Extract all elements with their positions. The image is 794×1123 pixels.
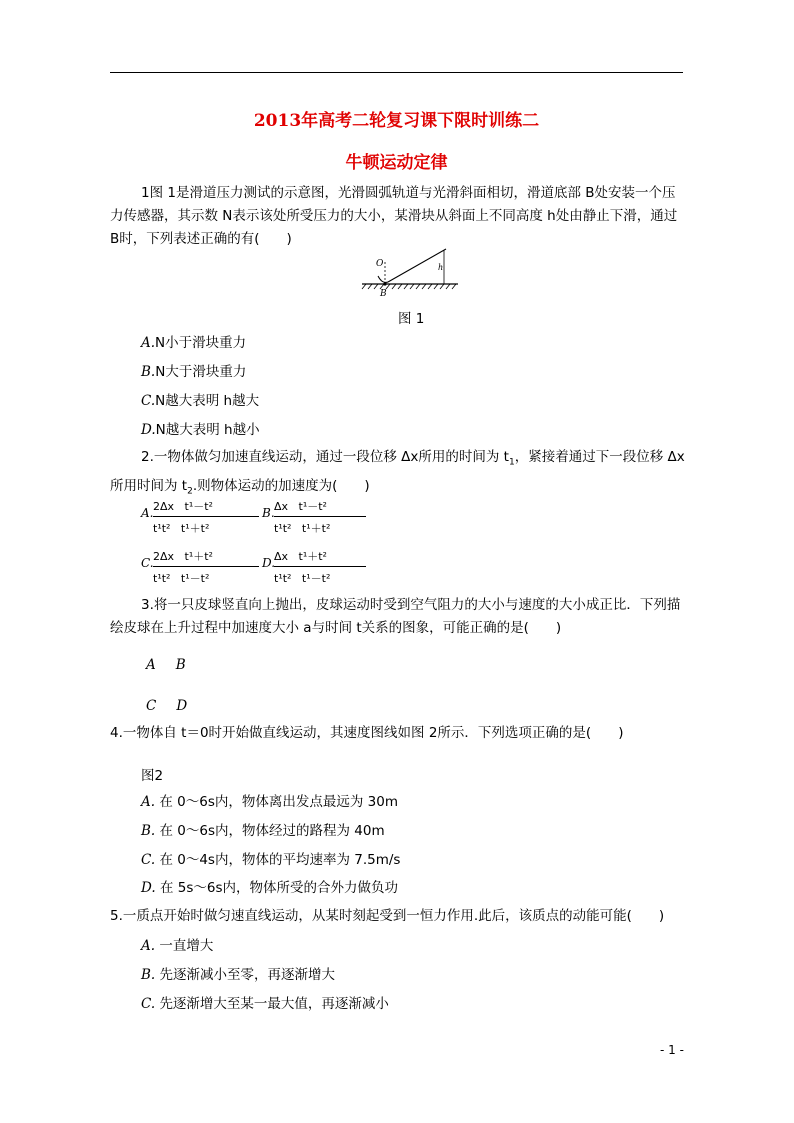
- q2-option-b-denominator: t¹t² t¹＋t²: [274, 522, 331, 535]
- figure-1-label-b: B: [380, 289, 387, 298]
- q2-option-a-denominator: t¹t² t¹＋t²: [153, 522, 210, 535]
- question-3-text: 3.将一只皮球竖直向上抛出，皮球运动时受到空气阻力的大小与速度的大小成正比．下列描绘皮球在上升过程中加速度大小 a与时间 t关系的图象，可能正确的是( ): [110, 597, 681, 636]
- q4-option-c-letter: C.: [141, 852, 156, 868]
- question-1-text: 1图 1是滑道压力测试的示意图，光滑圆弧轨道与光滑斜面相切，滑道底部 B处安装一个压力传感器，其示数 N表示该处所受压力的大小，某滑块从斜面上不同高度 h处由静止下滑，通过 B时，下列表述正确的有( ): [110, 185, 678, 247]
- q2-sub-1: 1: [508, 457, 515, 468]
- q3-graph-labels-row-1: [146, 655, 186, 675]
- header-rule: [110, 72, 683, 73]
- q4-option-b: [141, 821, 385, 841]
- q5-option-c: [141, 994, 389, 1014]
- q4-option-a: [141, 792, 398, 812]
- fraction-bar: [274, 516, 366, 517]
- page-number: - 1 -: [660, 1043, 684, 1057]
- q2-option-b-numerator: Δx t¹－t²: [274, 500, 327, 513]
- page-subtitle: 牛顿运动定律: [345, 153, 448, 173]
- figure-2-caption: 图2: [141, 768, 164, 784]
- q1-option-c-letter: C.: [141, 393, 156, 409]
- question-4-text: 4.一物体自 t＝0时开始做直线运动，其速度图线如图 2所示．下列选项正确的是( ): [110, 725, 624, 741]
- page-title: 2013年高考二轮复习课下限时训练二: [253, 111, 540, 131]
- q2-option-a-numerator: 2Δx t¹－t²: [153, 500, 213, 513]
- q5-option-b-text: 先逐渐减小至零，再逐渐增大: [159, 967, 336, 983]
- q4-option-d: [141, 878, 398, 898]
- figure-1-caption: 图 1: [398, 311, 425, 327]
- q3-label-a: A: [146, 657, 156, 673]
- q4-option-b-text: 在 0～6s内，物体经过的路程为 40m: [159, 823, 385, 839]
- q2-option-d-denominator: t¹t² t¹－t²: [274, 572, 331, 585]
- q4-option-d-letter: D.: [141, 880, 156, 896]
- question-2-text: [110, 446, 685, 503]
- q1-option-b: [141, 362, 246, 382]
- q5-option-b: [141, 965, 335, 985]
- q2-text-b: ，紧接着通过下一段位移 Δx所用时间为 t: [110, 449, 685, 494]
- q4-option-a-letter: A.: [141, 794, 156, 810]
- q2-text-c: .则物体运动的加速度为( ): [192, 477, 370, 494]
- q3-label-b: B: [175, 657, 186, 673]
- q4-option-b-letter: B.: [141, 823, 156, 839]
- fraction-bar: [274, 566, 366, 567]
- q2-option-c-letter: C.: [141, 556, 154, 570]
- q5-option-c-letter: C.: [141, 996, 156, 1012]
- q5-option-a-text: 一直增大: [159, 938, 214, 954]
- figure-1-label-o: O: [376, 259, 384, 269]
- q1-option-d-letter: D.: [141, 422, 156, 438]
- q1-option-d-text: N越大表明 h越小: [155, 422, 260, 438]
- q4-option-d-text: 在 5s～6s内，物体所受的合外力做负功: [159, 880, 398, 896]
- q4-option-c: [141, 850, 400, 870]
- q2-option-c-numerator: 2Δx t¹＋t²: [153, 550, 213, 563]
- fraction-bar: [153, 566, 259, 567]
- q2-sub-2: 2: [187, 486, 193, 497]
- q2-option-c-denominator: t¹t² t¹－t²: [153, 572, 210, 585]
- q1-option-b-letter: B.: [141, 364, 156, 380]
- q4-option-c-text: 在 0～4s内，物体的平均速率为 7.5m/s: [159, 852, 401, 868]
- q5-option-a: [141, 936, 213, 956]
- figure-1-label-h: h: [438, 263, 444, 272]
- q3-label-c: C: [146, 698, 157, 714]
- q5-option-b-letter: B.: [141, 967, 156, 983]
- question-5-text: 5.一质点开始时做匀速直线运动，从某时刻起受到一恒力作用.此后，该质点的动能可能( ): [110, 908, 665, 924]
- q3-label-d: D: [176, 698, 188, 714]
- q4-option-a-text: 在 0～6s内，物体离出发点最远为 30m: [159, 794, 398, 810]
- q1-option-c-text: N越大表明 h越大: [155, 393, 260, 409]
- q2-option-a-letter: A.: [141, 506, 154, 520]
- q3-graph-labels-row-2: [146, 696, 187, 716]
- q1-option-a-text: N小于滑块重力: [155, 335, 247, 351]
- q5-option-a-letter: A.: [141, 938, 156, 954]
- q1-option-d: [141, 420, 260, 440]
- fraction-bar: [153, 516, 259, 517]
- q2-text-a: 2.一物体做匀加速直线运动，通过一段位移 Δx所用的时间为 t: [141, 449, 509, 465]
- q1-option-b-text: N大于滑块重力: [155, 364, 247, 380]
- q2-option-b-letter: B.: [262, 506, 275, 520]
- q2-option-d-letter: D.: [262, 556, 276, 570]
- q5-option-c-text: 先逐渐增大至某一最大值，再逐渐减小: [159, 996, 389, 1012]
- q2-option-d-numerator: Δx t¹＋t²: [274, 550, 327, 563]
- q1-option-a: [141, 333, 246, 353]
- q1-option-a-letter: A.: [141, 335, 156, 351]
- figure-1-incline-diagram: [360, 246, 460, 298]
- q1-option-c: [141, 391, 259, 411]
